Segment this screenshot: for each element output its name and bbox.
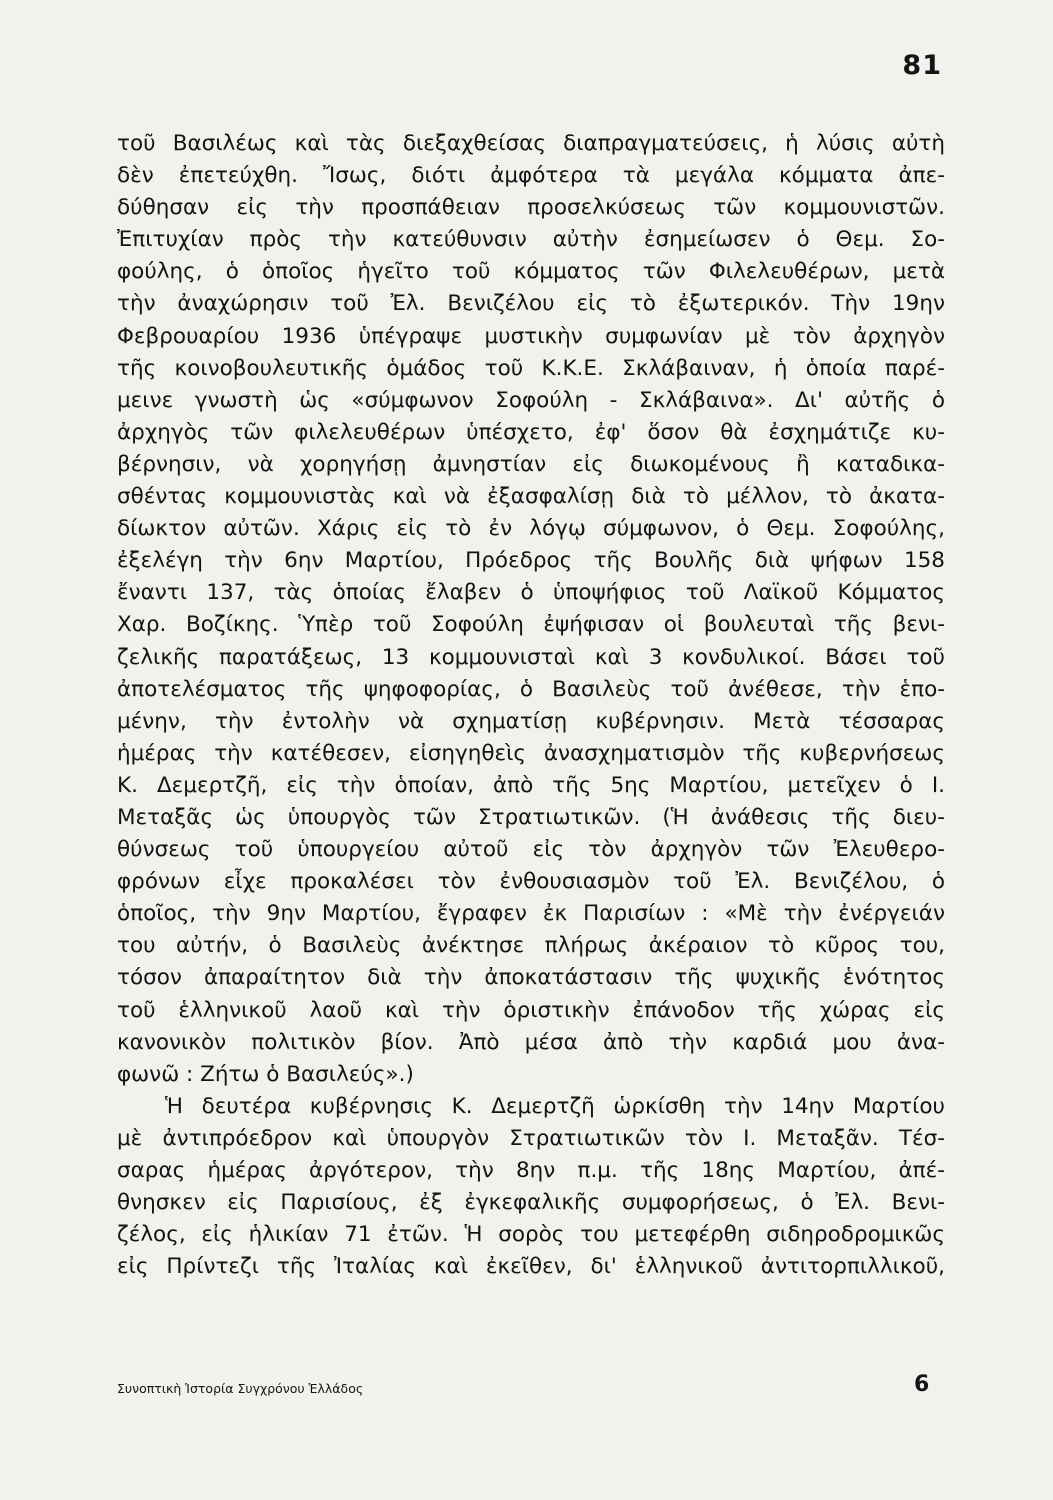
text-line: Κ. Δεμερτζῆ, εἰς τὴν ὁποίαν, ἀπὸ τῆς 5ης Μαρτίου, μετεῖχεν ὁ Ι.: [117, 772, 945, 798]
text-line: ὁποῖος, τὴν 9ην Μαρτίου, ἔγραφεν ἐκ Παρισίων : «Μὲ τὴν ἐνέργειάν: [117, 901, 945, 927]
signature-mark: 6: [914, 1372, 930, 1397]
text-line: θνησκεν εἰς Παρισίους, ἐξ ἐγκεφαλικῆς συμφορήσεως, ὁ Ἐλ. Βενι-: [117, 1190, 945, 1216]
running-footer: Συνοπτικὴ Ἱστορία Συγχρόνου Ἑλλάδος: [117, 1381, 364, 1396]
text-line: τόσον ἀπαραίτητον διὰ τὴν ἀποκατάστασιν τῆς ψυχικῆς ἑνότητος: [117, 965, 945, 991]
text-line: ἔναντι 137, τὰς ὁποίας ἔλαβεν ὁ ὑποψήφιος τοῦ Λαϊκοῦ Κόμματος: [117, 580, 945, 606]
text-line: μὲ ἀντιπρόεδρον καὶ ὑπουργὸν Στρατιωτικῶν τὸν Ι. Μεταξᾶν. Τέσ-: [117, 1125, 945, 1151]
text-line: δίωκτον αὐτῶν. Χάρις εἰς τὸ ἐν λόγῳ σύμφωνον, ὁ Θεμ. Σοφούλης,: [117, 516, 945, 542]
text-line: σθέντας κομμουνιστὰς καὶ νὰ ἐξασφαλίσῃ διὰ τὸ μέλλον, τὸ ἀκατα-: [117, 484, 945, 510]
text-line: τὴν ἀναχώρησιν τοῦ Ἐλ. Βενιζέλου εἰς τὸ ἐξωτερικόν. Τὴν 19ην: [117, 291, 945, 317]
text-line: τῆς κοινοβουλευτικῆς ὁμάδος τοῦ Κ.Κ.Ε. Σκλάβαιναν, ἡ ὁποία παρέ-: [117, 355, 945, 381]
text-line: φούλης, ὁ ὁποῖος ἡγεῖτο τοῦ κόμματος τῶν Φιλελευθέρων, μετὰ: [117, 259, 945, 285]
text-line: Φεβρουαρίου 1936 ὑπέγραψε μυστικὴν συμφωνίαν μὲ τὸν ἀρχηγὸν: [117, 323, 945, 349]
body-text: [117, 128, 945, 1283]
text-line: Ἡ δευτέρα κυβέρνησις Κ. Δεμερτζῆ ὡρκίσθη τὴν 14ην Μαρτίου: [165, 1093, 945, 1119]
text-line: δύθησαν εἰς τὴν προσπάθειαν προσελκύσεως τῶν κομμουνιστῶν.: [117, 195, 945, 221]
text-line: ἀρχηγὸς τῶν φιλελευθέρων ὑπέσχετο, ἐφ' ὅσον θὰ ἐσχημάτιζε κυ-: [117, 419, 945, 445]
text-line: φρόνων εἶχε προκαλέσει τὸν ἐνθουσιασμὸν τοῦ Ἐλ. Βενιζέλου, ὁ: [117, 869, 945, 895]
text-line: Μεταξᾶς ὡς ὑπουργὸς τῶν Στρατιωτικῶν. (Ἡ ἀνάθεσις τῆς διευ-: [117, 804, 945, 830]
text-line: μεινε γνωστὴ ὡς «σύμφωνον Σοφούλη - Σκλάβαινα». Δι' αὐτῆς ὁ: [117, 387, 945, 413]
text-line: Χαρ. Βοζίκης. Ὑπὲρ τοῦ Σοφούλη ἐψήφισαν οἱ βουλευταὶ τῆς βενι-: [117, 612, 945, 638]
text-line: θύνσεως τοῦ ὑπουργείου αὐτοῦ εἰς τὸν ἀρχηγὸν τῶν Ἐλευθερο-: [117, 837, 945, 863]
text-line: ἀποτελέσματος τῆς ψηφοφορίας, ὁ Βασιλεὺς τοῦ ἀνέθεσε, τὴν ἑπο-: [117, 676, 945, 702]
text-line: βέρνησιν, νὰ χορηγήσῃ ἀμνηστίαν εἰς διωκομένους ἢ καταδικα-: [117, 451, 945, 477]
page-number: 81: [902, 50, 942, 81]
text-line: κανονικὸν πολιτικὸν βίον. Ἀπὸ μέσα ἀπὸ τὴν καρδιά μου ἀνα-: [117, 1029, 945, 1055]
text-line: του αὐτήν, ὁ Βασιλεὺς ἀνέκτησε πλήρως ἀκέραιον τὸ κῦρος του,: [117, 933, 945, 959]
text-line: δὲν ἐπετεύχθη. Ἴσως, διότι ἀμφότερα τὰ μεγάλα κόμματα ἀπε-: [117, 163, 945, 189]
text-line: φωνῶ : Ζήτω ὁ Βασιλεύς».): [117, 1061, 414, 1087]
text-line: τοῦ Βασιλέως καὶ τὰς διεξαχθείσας διαπραγματεύσεις, ἡ λύσις αὐτὴ: [117, 131, 945, 156]
text-line: ζελικῆς παρατάξεως, 13 κομμουνισταὶ καὶ 3 κονδυλικοί. Βάσει τοῦ: [117, 644, 945, 670]
text-line: εἰς Πρίντεζι τῆς Ἰταλίας καὶ ἐκεῖθεν, δι' ἑλληνικοῦ ἀντιτορπιλλικοῦ,: [117, 1254, 945, 1280]
text-line: ἐξελέγη τὴν 6ην Μαρτίου, Πρόεδρος τῆς Βουλῆς διὰ ψήφων 158: [117, 548, 945, 574]
text-line: μένην, τὴν ἐντολὴν νὰ σχηματίσῃ κυβέρνησιν. Μετὰ τέσσαρας: [117, 708, 945, 734]
text-line: ζέλος, εἰς ἡλικίαν 71 ἐτῶν. Ἡ σορὸς του μετεφέρθη σιδηροδρομικῶς: [117, 1222, 945, 1248]
text-line: Ἐπιτυχίαν πρὸς τὴν κατεύθυνσιν αὐτὴν ἐσημείωσεν ὁ Θεμ. Σο-: [117, 227, 945, 253]
text-line: ἡμέρας τὴν κατέθεσεν, εἰσηγηθεὶς ἀνασχηματισμὸν τῆς κυβερνήσεως: [117, 740, 945, 766]
text-line: σαρας ἡμέρας ἀργότερον, τὴν 8ην π.μ. τῆς 18ης Μαρτίου, ἀπέ-: [117, 1158, 945, 1183]
text-line: τοῦ ἑλληνικοῦ λαοῦ καὶ τὴν ὁριστικὴν ἐπάνοδον τῆς χώρας εἰς: [117, 997, 945, 1023]
